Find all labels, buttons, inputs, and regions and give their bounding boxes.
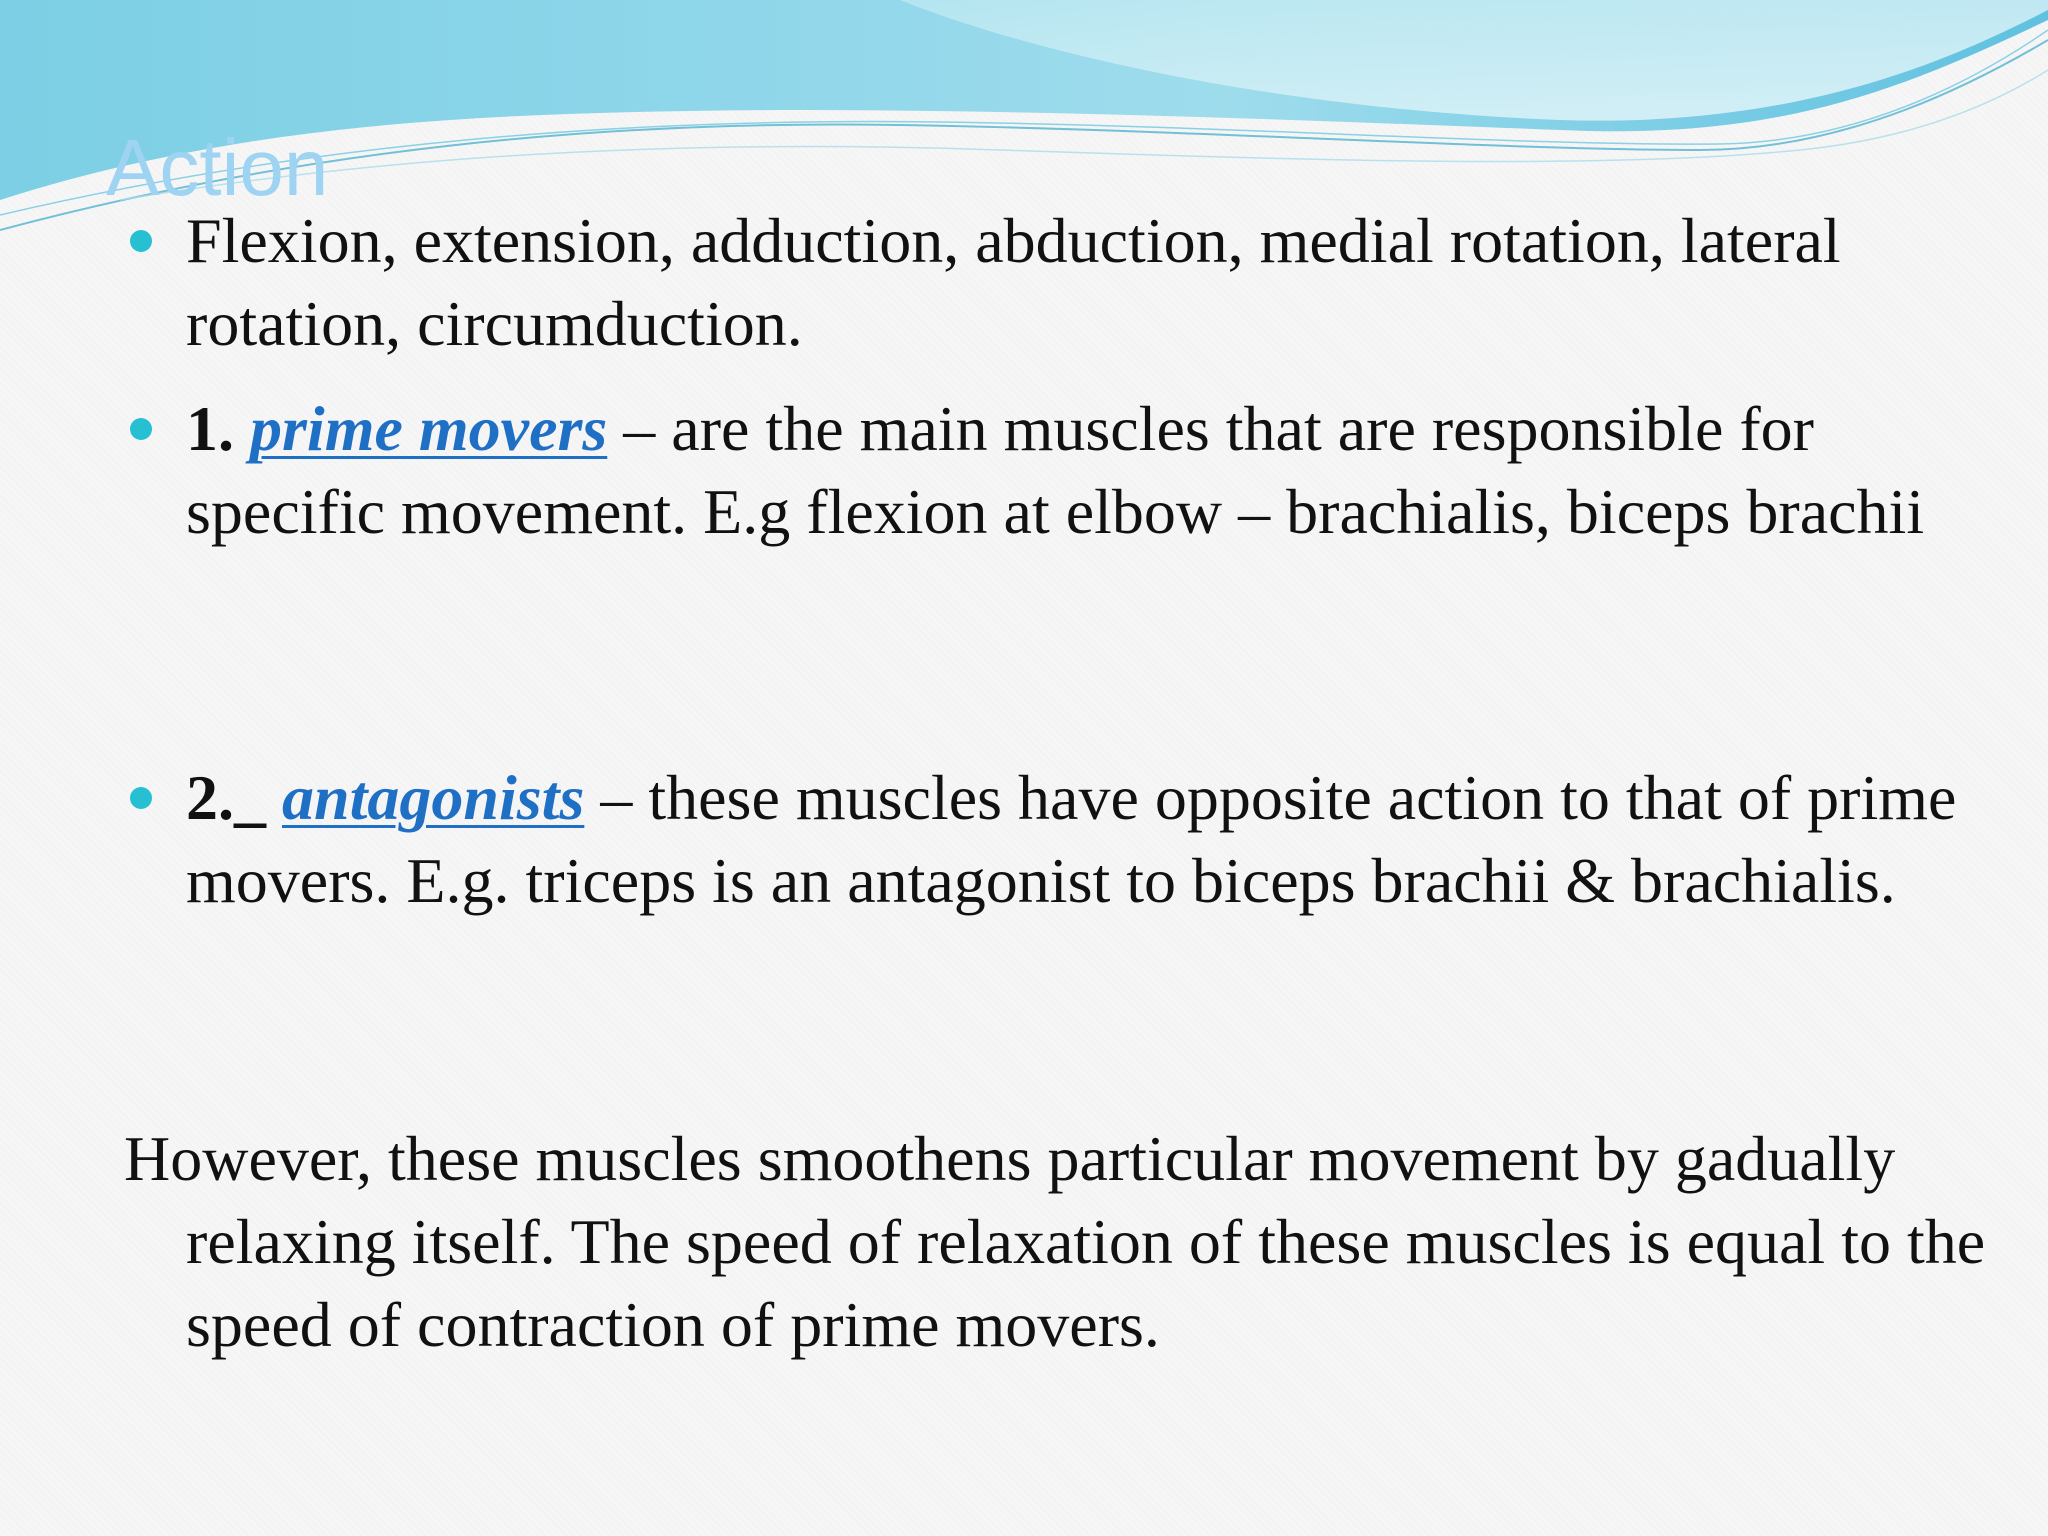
bullet-number: 2._	[186, 762, 266, 833]
slide-title: Action	[106, 123, 329, 212]
bullet-dot-icon	[130, 230, 152, 252]
term-antagonists: antagonists	[282, 762, 585, 833]
term-prime-movers: prime movers	[250, 393, 608, 464]
bullet-text: – these muscles have opposite action to that of prime movers. E.g. triceps is an antagonist to biceps brachii & brachialis.	[186, 762, 1957, 916]
bullet-item-prime-movers	[186, 387, 1986, 553]
bullet-text: Flexion, extension, adduction, abduction, medial rotation, lateral rotation, circumduction.	[186, 205, 1841, 359]
bullet-item-antagonists	[186, 756, 1986, 922]
bullet-dot-icon	[130, 787, 152, 809]
bullet-item-actions	[186, 199, 1986, 365]
bullet-text: – are the main muscles that are responsible for specific movement. E.g flexion at elbow – brachialis, biceps brachii	[186, 393, 1925, 547]
closing-paragraph: However, these muscles smoothens particular movement by gadually relaxing itself. The speed of relaxation of these muscles is equal to the speed of contraction of prime movers.	[124, 1123, 1986, 1360]
bullet-number: 1.	[186, 393, 234, 464]
bullet-dot-icon	[130, 418, 152, 440]
